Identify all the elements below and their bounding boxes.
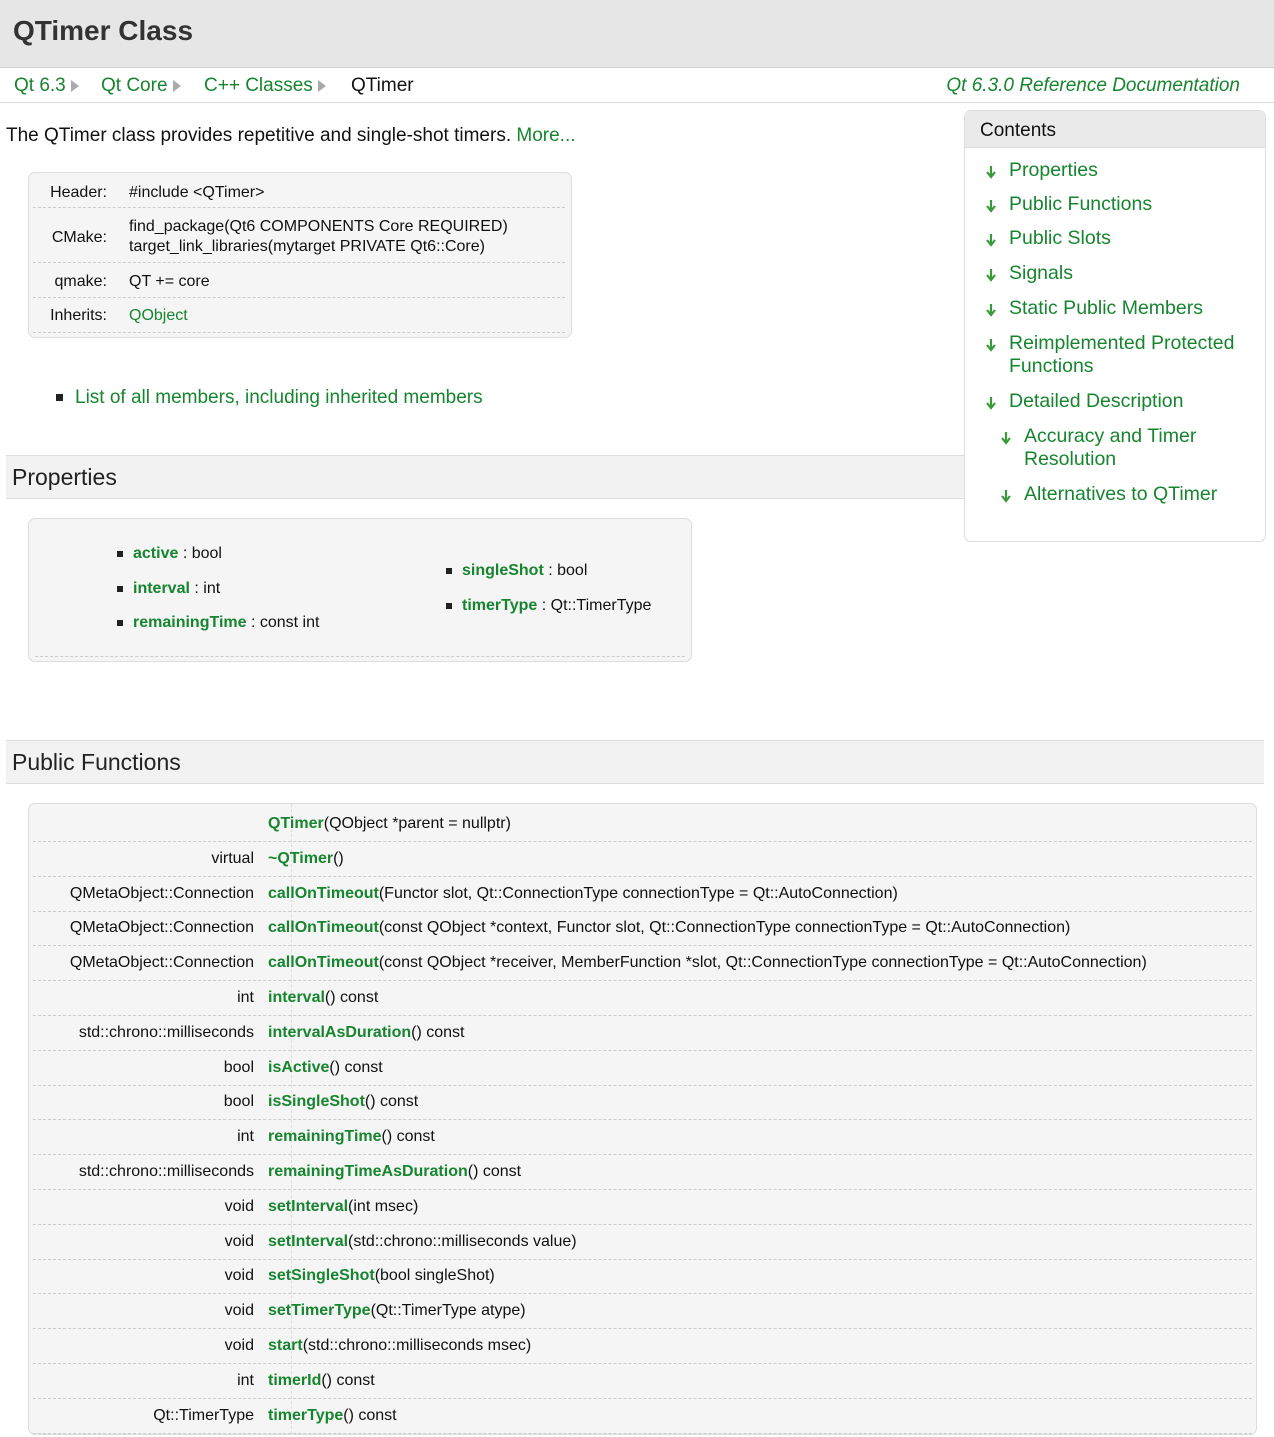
return-type: std::chrono::milliseconds	[78, 1023, 254, 1041]
function-row	[33, 1225, 1252, 1260]
function-args: (std::chrono::milliseconds msec)	[302, 1337, 532, 1354]
public-functions-table	[28, 803, 1257, 1435]
function-row	[33, 911, 1252, 946]
function-link[interactable]: remainingTime	[268, 1128, 382, 1146]
property-item: active : bool	[117, 545, 222, 563]
function-signature	[268, 954, 1147, 972]
arrow-down-icon	[985, 165, 997, 179]
return-type: void	[224, 1232, 254, 1250]
divider	[35, 656, 685, 657]
function-row	[33, 1294, 1252, 1329]
function-link[interactable]: callOnTimeout	[268, 919, 379, 937]
contents-item-reimplemented-protected-2[interactable]: Functions	[1009, 355, 1094, 377]
return-type: bool	[223, 1093, 254, 1111]
return-type: Qt::TimerType	[153, 1406, 254, 1424]
contents-item-static-public-members[interactable]: Static Public Members	[1009, 297, 1203, 319]
function-link[interactable]: setInterval	[268, 1232, 349, 1250]
function-row	[33, 946, 1252, 981]
function-row	[33, 1016, 1252, 1051]
function-link[interactable]: setSingleShot	[268, 1267, 375, 1285]
all-members-link[interactable]: List of all members, including inherited members	[75, 387, 483, 408]
arrow-down-icon	[985, 338, 997, 352]
function-link[interactable]: callOnTimeout	[268, 884, 379, 902]
function-signature	[268, 1163, 521, 1181]
reference-doc-title[interactable]: Qt 6.3.0 Reference Documentation	[946, 75, 1240, 96]
function-link[interactable]: setInterval	[268, 1197, 349, 1215]
function-link[interactable]: start	[268, 1337, 303, 1354]
function-signature	[268, 815, 511, 833]
function-args: () const	[343, 1406, 397, 1424]
function-link[interactable]: ~QTimer	[268, 849, 334, 867]
return-type: void	[224, 1267, 254, 1285]
function-row	[33, 1155, 1252, 1190]
function-link[interactable]: isActive	[268, 1058, 330, 1076]
contents-item-properties[interactable]: Properties	[1009, 159, 1098, 181]
bullet-icon	[446, 603, 452, 609]
function-args: (Qt::TimerType atype)	[370, 1302, 526, 1320]
bullet-icon	[56, 394, 63, 401]
return-type: std::chrono::milliseconds	[78, 1163, 254, 1180]
all-members-item	[56, 387, 483, 409]
function-link[interactable]: intervalAsDuration	[268, 1023, 412, 1041]
arrow-down-icon	[1000, 489, 1012, 503]
function-args: () const	[467, 1163, 522, 1180]
function-signature	[268, 1372, 375, 1390]
function-signature	[268, 1198, 418, 1216]
arrow-down-icon	[985, 268, 997, 282]
contents-item-public-slots[interactable]: Public Slots	[1009, 227, 1111, 249]
info-row-header: Header: #include <QTimer>	[33, 173, 565, 208]
function-signature	[268, 1267, 495, 1285]
arrow-down-icon	[985, 233, 997, 247]
function-row	[33, 1085, 1252, 1120]
arrow-down-icon	[985, 396, 997, 410]
function-signature	[268, 1059, 383, 1077]
function-signature	[268, 885, 898, 903]
property-item: interval : int	[117, 580, 220, 598]
chevron-right-icon	[173, 80, 181, 92]
arrow-down-icon	[1000, 431, 1012, 445]
function-row	[33, 1329, 1252, 1364]
properties-header: Properties	[6, 455, 964, 499]
return-type: QMetaObject::Connection	[69, 884, 254, 902]
function-signature	[268, 1128, 435, 1146]
function-link[interactable]: remainingTimeAsDuration	[268, 1163, 468, 1180]
function-args: (const QObject *context, Functor slot, Qt::ConnectionType connectionType = Qt::AutoConnection)	[378, 919, 1071, 937]
contents-item-reimplemented-protected[interactable]: Reimplemented Protected	[1009, 332, 1235, 354]
function-args: () const	[381, 1128, 435, 1146]
bullet-icon	[117, 586, 123, 592]
function-link[interactable]: callOnTimeout	[268, 954, 379, 972]
function-signature	[268, 989, 378, 1007]
function-row	[33, 1051, 1252, 1086]
bullet-icon	[117, 551, 123, 557]
return-type: bool	[223, 1058, 254, 1076]
function-signature	[268, 1093, 418, 1111]
intro-text: The QTimer class provides repetitive and single-shot timers. More...	[6, 125, 576, 146]
return-type: int	[237, 1371, 254, 1389]
page-title: QTimer Class	[13, 15, 194, 46]
function-row	[33, 1364, 1252, 1399]
inherits-qobject-link[interactable]: QObject	[129, 307, 188, 324]
property-link[interactable]: timerType	[462, 597, 538, 614]
properties-box	[28, 518, 692, 662]
function-signature	[268, 1337, 531, 1355]
contents-item-detailed-description[interactable]: Detailed Description	[1009, 390, 1184, 412]
return-type: void	[224, 1197, 254, 1215]
function-args: () const	[411, 1023, 465, 1041]
function-row	[33, 1399, 1252, 1434]
function-args: (bool singleShot)	[374, 1267, 495, 1285]
breadcrumb-qtcore[interactable]: Qt Core	[101, 75, 181, 97]
function-link[interactable]: timerType	[268, 1406, 344, 1424]
arrow-down-icon	[985, 303, 997, 317]
property-link[interactable]: interval	[133, 580, 190, 597]
function-args: (QObject *parent = nullptr)	[323, 815, 511, 832]
more-link[interactable]: More...	[516, 125, 576, 146]
info-row-inherits: Inherits: QObject	[33, 298, 565, 333]
function-args: (std::chrono::milliseconds value)	[348, 1232, 577, 1250]
function-row	[33, 1190, 1252, 1225]
breadcrumb	[0, 68, 1274, 103]
function-row	[33, 1259, 1252, 1294]
contents-item-alternatives[interactable]: Alternatives to QTimer	[1024, 483, 1218, 505]
contents-item-accuracy-timer[interactable]: Accuracy and Timer	[1024, 425, 1197, 447]
function-args: () const	[324, 989, 379, 1006]
property-link[interactable]: singleShot	[462, 562, 544, 579]
function-signature	[268, 1233, 577, 1251]
contents-title: Contents	[965, 111, 1265, 148]
property-link[interactable]: remainingTime	[133, 614, 247, 631]
return-type: QMetaObject::Connection	[69, 954, 254, 972]
contents-item-public-functions[interactable]: Public Functions	[1009, 193, 1153, 215]
function-args: (int msec)	[348, 1197, 419, 1215]
breadcrumb-cpp-classes[interactable]: C++ Classes	[204, 75, 326, 97]
property-item: singleShot : bool	[446, 562, 587, 580]
function-link[interactable]: isSingleShot	[268, 1093, 365, 1111]
function-row	[33, 877, 1252, 912]
function-args: () const	[364, 1093, 419, 1111]
return-type: void	[224, 1337, 254, 1354]
function-link[interactable]: timerId	[268, 1371, 322, 1389]
function-args: (const QObject *receiver, MemberFunction *slot, Qt::ConnectionType connectionType = Qt::AutoConnection)	[378, 954, 1147, 972]
info-row-qmake: qmake: QT += core	[33, 263, 565, 298]
function-args: () const	[329, 1058, 383, 1076]
function-signature	[268, 1024, 464, 1042]
bullet-icon	[446, 568, 452, 574]
return-type: virtual	[211, 849, 254, 867]
contents-item-signals[interactable]: Signals	[1009, 262, 1073, 284]
property-link[interactable]: active	[133, 545, 179, 562]
bullet-icon	[117, 620, 123, 626]
chevron-right-icon	[71, 80, 79, 92]
breadcrumb-qt63[interactable]: Qt 6.3	[14, 75, 79, 97]
return-type: QMetaObject::Connection	[69, 919, 254, 937]
function-row	[33, 807, 1252, 842]
breadcrumb-current: QTimer	[351, 75, 414, 96]
chevron-right-icon	[318, 80, 326, 92]
return-type: void	[224, 1302, 254, 1320]
contents-panel	[964, 110, 1266, 542]
title-bar	[0, 0, 1274, 68]
function-row	[33, 842, 1252, 877]
info-row-cmake: CMake: find_package(Qt6 COMPONENTS Core REQUIRED) target_link_libraries(mytarget PRIVATE Qt6::Core)	[33, 208, 565, 263]
property-item: remainingTime : const int	[117, 614, 319, 632]
function-link[interactable]: QTimer	[268, 815, 324, 832]
function-row	[33, 981, 1252, 1016]
function-link[interactable]: interval	[268, 989, 325, 1006]
contents-item-accuracy-timer-2[interactable]: Resolution	[1024, 448, 1117, 470]
function-args: (Functor slot, Qt::ConnectionType connectionType = Qt::AutoConnection)	[378, 884, 898, 902]
function-signature	[268, 919, 1070, 937]
function-args: ()	[333, 849, 344, 867]
function-row	[33, 1120, 1252, 1155]
arrow-down-icon	[985, 199, 997, 213]
function-signature	[268, 1302, 526, 1320]
public-functions-header: Public Functions	[6, 740, 1264, 784]
return-type: int	[237, 1128, 254, 1146]
function-args: () const	[321, 1371, 375, 1389]
return-type: int	[237, 989, 254, 1006]
property-item: timerType : Qt::TimerType	[446, 597, 651, 615]
function-link[interactable]: setTimerType	[268, 1302, 371, 1320]
header-info-table	[28, 172, 572, 338]
function-signature	[268, 850, 344, 868]
function-signature	[268, 1407, 397, 1425]
